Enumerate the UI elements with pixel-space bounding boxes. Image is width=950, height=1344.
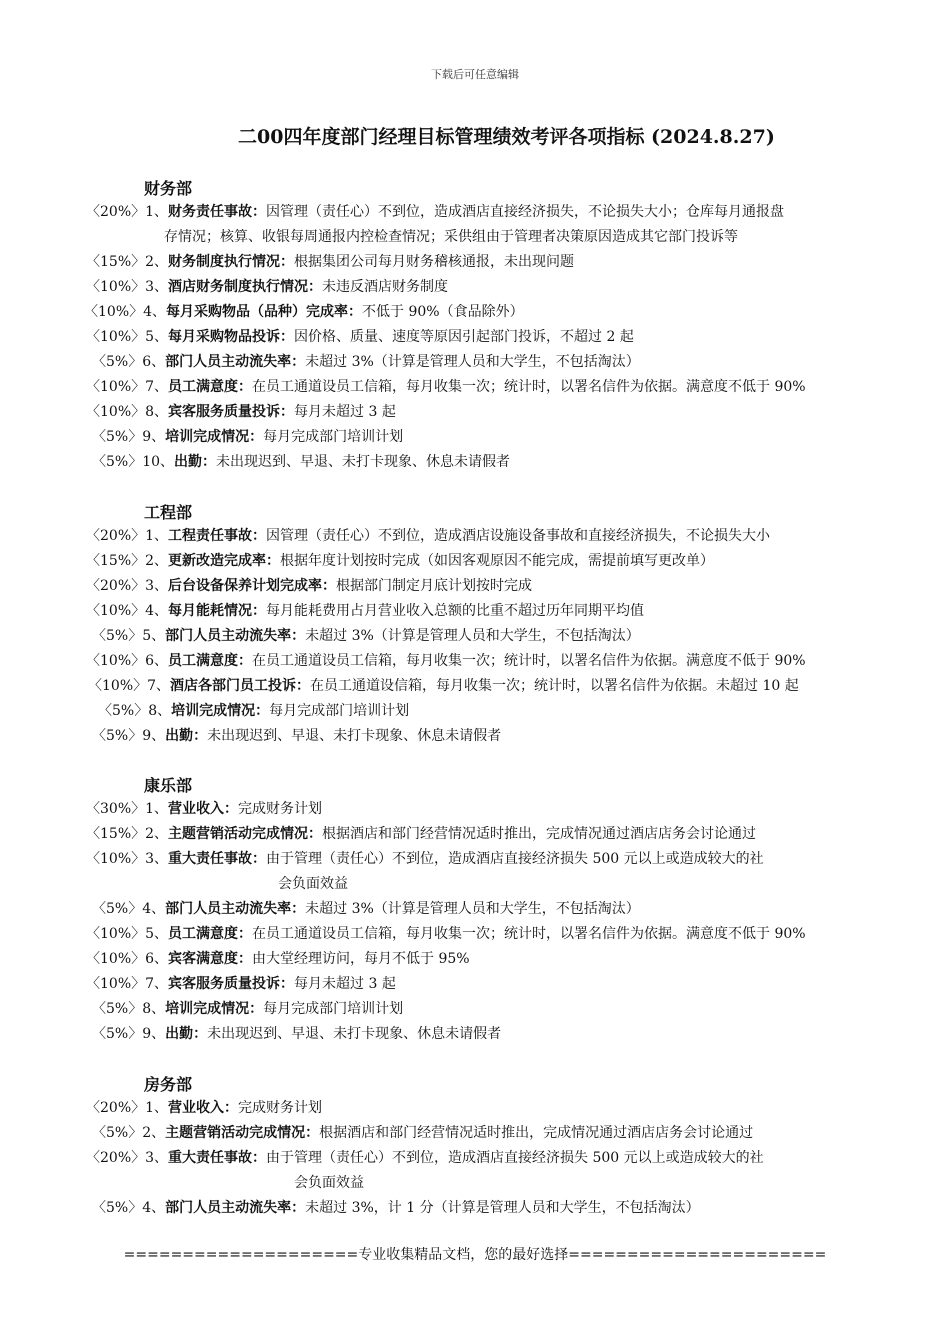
item-text: 每月未超过 3 起 — [294, 404, 396, 420]
item-number: 7、 — [145, 379, 169, 395]
indicator-item — [86, 252, 574, 272]
item-key: 财务制度执行情况： — [168, 254, 295, 270]
indicator-item — [86, 327, 634, 347]
item-number: 10、 — [142, 454, 175, 470]
item-key: 部门人员主动流失率： — [165, 901, 306, 917]
item-weight: 〈5%〉 — [92, 901, 143, 917]
item-text: 根据年度计划按时完成（如因客观原因不能完成，需提前填写更改单） — [280, 553, 715, 569]
section-title: 康乐部 — [144, 776, 193, 795]
item-key: 培训完成情况： — [171, 703, 270, 719]
item-key: 后台设备保养计划完成率： — [168, 578, 337, 594]
item-key: 员工满意度： — [168, 653, 253, 669]
item-text: 每月完成部门培训计划 — [269, 703, 410, 719]
item-weight: 〈30%〉 — [86, 801, 146, 817]
indicator-item — [92, 1198, 700, 1218]
item-number: 3、 — [145, 851, 169, 867]
section-title: 财务部 — [144, 179, 193, 198]
indicator-item — [92, 726, 501, 746]
indicator-item — [86, 402, 396, 422]
indicator-item — [86, 1148, 764, 1168]
indicator-item — [84, 302, 524, 322]
item-text: 完成财务计划 — [238, 801, 323, 817]
item-weight: 〈20%〉 — [86, 528, 146, 544]
item-weight: 〈10%〉 — [86, 653, 146, 669]
item-number: 5、 — [142, 628, 166, 644]
item-text: 根据酒店和部门经营情况适时推出，完成情况通过酒店店务会讨论通过 — [322, 826, 757, 842]
item-text: 每月完成部门培训计划 — [263, 429, 404, 445]
item-number: 1、 — [145, 801, 169, 817]
item-weight: 〈5%〉 — [92, 628, 143, 644]
indicator-item — [86, 849, 764, 869]
item-text: 未出现迟到、早退、未打卡现象、休息未请假者 — [207, 728, 502, 744]
item-weight: 〈10%〉 — [86, 926, 146, 942]
item-weight: 〈5%〉 — [92, 728, 143, 744]
item-number: 1、 — [145, 204, 169, 220]
item-weight: 〈5%〉 — [98, 703, 149, 719]
item-number: 8、 — [145, 404, 169, 420]
item-key: 营业收入： — [168, 1100, 239, 1116]
item-text: 在员工通道设信箱，每月收集一次；统计时，以署名信件为依据。未超过 10 起 — [310, 678, 799, 694]
item-text-continuation: 会负面效益 — [294, 1175, 364, 1191]
item-weight: 〈10%〉 — [86, 379, 146, 395]
item-weight: 〈10%〉 — [86, 404, 146, 420]
item-weight: 〈5%〉 — [92, 1001, 143, 1017]
item-number: 8、 — [142, 1001, 166, 1017]
item-number: 2、 — [145, 254, 169, 270]
item-text: 未超过 3%（计算是管理人员和大学生，不包括淘汰） — [305, 628, 640, 644]
item-number: 7、 — [147, 678, 171, 694]
item-number: 4、 — [145, 603, 169, 619]
item-number: 5、 — [145, 926, 169, 942]
indicator-item — [92, 1123, 753, 1143]
item-key: 工程责任事故： — [168, 528, 267, 544]
item-key: 出勤： — [165, 1026, 208, 1042]
item-key: 培训完成情况： — [165, 429, 264, 445]
indicator-item — [86, 824, 756, 844]
item-key: 更新改造完成率： — [168, 553, 281, 569]
item-key: 重大责任事故： — [168, 851, 267, 867]
item-text: 根据部门制定月底计划按时完成 — [336, 578, 533, 594]
item-number: 9、 — [142, 728, 166, 744]
item-key: 重大责任事故： — [168, 1150, 267, 1166]
item-number: 4、 — [142, 901, 166, 917]
item-weight: 〈10%〉 — [86, 976, 146, 992]
indicator-item — [86, 1098, 322, 1118]
item-weight: 〈5%〉 — [92, 454, 143, 470]
indicator-item — [86, 526, 770, 546]
indicator-item — [92, 352, 640, 372]
item-weight: 〈5%〉 — [92, 429, 143, 445]
item-text: 在员工通道设员工信箱，每月收集一次；统计时，以署名信件为依据。满意度不低于 90% — [252, 653, 806, 669]
item-key: 每月能耗情况： — [168, 603, 267, 619]
item-number: 2、 — [142, 1125, 166, 1141]
indicator-item — [86, 551, 714, 571]
item-key: 出勤： — [165, 728, 208, 744]
item-number: 4、 — [143, 304, 167, 320]
item-key: 员工满意度： — [168, 926, 253, 942]
item-key: 部门人员主动流失率： — [165, 354, 306, 370]
item-key: 宾客满意度： — [168, 951, 253, 967]
indicator-item — [92, 452, 510, 472]
item-weight: 〈10%〉 — [84, 304, 144, 320]
indicator-item — [86, 799, 322, 819]
item-key: 酒店财务制度执行情况： — [168, 279, 323, 295]
item-text: 由于管理（责任心）不到位，造成酒店直接经济损失 500 元以上或造成较大的社 — [266, 851, 764, 867]
item-text: 由大堂经理访问，每月不低于 95% — [252, 951, 470, 967]
footer-banner: ====================专业收集精品文档，您的最好选择====================== — [123, 1247, 827, 1263]
item-weight: 〈5%〉 — [92, 1125, 143, 1141]
item-text: 根据酒店和部门经营情况适时推出，完成情况通过酒店店务会讨论通过 — [319, 1125, 754, 1141]
item-text: 每月未超过 3 起 — [294, 976, 396, 992]
item-text: 由于管理（责任心）不到位，造成酒店直接经济损失 500 元以上或造成较大的社 — [266, 1150, 764, 1166]
item-number: 6、 — [142, 354, 166, 370]
item-text: 未违反酒店财务制度 — [322, 279, 449, 295]
item-key: 员工满意度： — [168, 379, 253, 395]
item-number: 1、 — [145, 528, 169, 544]
item-weight: 〈5%〉 — [92, 1026, 143, 1042]
item-weight: 〈15%〉 — [86, 553, 146, 569]
item-text: 因管理（责任心）不到位，造成酒店直接经济损失，不论损失大小；仓库每月通报盘 — [266, 204, 785, 220]
item-number: 9、 — [142, 429, 166, 445]
indicator-item — [92, 899, 640, 919]
item-text: 未超过 3%（计算是管理人员和大学生，不包括淘汰） — [305, 354, 640, 370]
item-number: 9、 — [142, 1026, 166, 1042]
item-text: 根据集团公司每月财务稽核通报，未出现问题 — [294, 254, 575, 270]
item-weight: 〈10%〉 — [86, 603, 146, 619]
document-title: 二00四年度部门经理目标管理绩效考评各项指标 (2024.8.27) — [238, 126, 775, 148]
indicator-item — [92, 1024, 501, 1044]
item-weight: 〈15%〉 — [86, 254, 146, 270]
item-number: 7、 — [145, 976, 169, 992]
item-key: 出勤： — [174, 454, 217, 470]
item-weight: 〈20%〉 — [86, 1150, 146, 1166]
item-text: 因价格、质量、速度等原因引起部门投诉，不超过 2 起 — [294, 329, 634, 345]
item-key: 酒店各部门员工投诉： — [170, 678, 311, 694]
item-key: 培训完成情况： — [165, 1001, 264, 1017]
indicator-item — [92, 626, 640, 646]
item-key: 主题营销活动完成情况： — [168, 826, 323, 842]
indicator-item — [92, 999, 403, 1019]
item-key: 主题营销活动完成情况： — [165, 1125, 320, 1141]
item-weight: 〈20%〉 — [86, 578, 146, 594]
item-weight: 〈20%〉 — [86, 1100, 146, 1116]
indicator-item — [88, 676, 799, 696]
item-text: 在员工通道设员工信箱，每月收集一次；统计时，以署名信件为依据。满意度不低于 90% — [252, 379, 806, 395]
section-title: 房务部 — [144, 1075, 193, 1094]
item-text: 未出现迟到、早退、未打卡现象、休息未请假者 — [216, 454, 511, 470]
item-key: 财务责任事故： — [168, 204, 267, 220]
item-text: 因管理（责任心）不到位，造成酒店设施设备事故和直接经济损失，不论损失大小 — [266, 528, 771, 544]
item-weight: 〈10%〉 — [86, 851, 146, 867]
item-text: 未超过 3%，计 1 分（计算是管理人员和大学生，不包括淘汰） — [305, 1200, 700, 1216]
item-number: 6、 — [145, 653, 169, 669]
item-number: 1、 — [145, 1100, 169, 1116]
indicator-item — [86, 924, 806, 944]
item-text: 每月能耗费用占月营业收入总额的比重不超过历年同期平均值 — [266, 603, 645, 619]
indicator-item — [86, 949, 470, 969]
item-text: 完成财务计划 — [238, 1100, 323, 1116]
item-key: 每月采购物品投诉： — [168, 329, 295, 345]
item-weight: 〈10%〉 — [86, 951, 146, 967]
item-key: 营业收入： — [168, 801, 239, 817]
item-number: 3、 — [145, 578, 169, 594]
item-number: 4、 — [142, 1200, 166, 1216]
item-weight: 〈20%〉 — [86, 204, 146, 220]
item-text-continuation: 会负面效益 — [278, 876, 348, 892]
item-key: 宾客服务质量投诉： — [168, 976, 295, 992]
indicator-item — [86, 277, 448, 297]
item-number: 3、 — [145, 279, 169, 295]
header-note: 下载后可任意编辑 — [431, 68, 519, 81]
item-number: 6、 — [145, 951, 169, 967]
item-weight: 〈15%〉 — [86, 826, 146, 842]
item-weight: 〈5%〉 — [92, 354, 143, 370]
item-number: 2、 — [145, 553, 169, 569]
item-key: 每月采购物品（品种）完成率： — [166, 304, 363, 320]
item-key: 宾客服务质量投诉： — [168, 404, 295, 420]
item-number: 5、 — [145, 329, 169, 345]
item-number: 2、 — [145, 826, 169, 842]
item-text-continuation: 存情况；核算、收银每周通报内控检查情况；采供组由于管理者决策原因造成其它部门投诉等 — [164, 229, 738, 245]
indicator-item — [86, 974, 396, 994]
indicator-item — [86, 651, 806, 671]
item-weight: 〈10%〉 — [88, 678, 148, 694]
item-key: 部门人员主动流失率： — [165, 628, 306, 644]
item-weight: 〈10%〉 — [86, 329, 146, 345]
item-weight: 〈5%〉 — [92, 1200, 143, 1216]
item-text: 不低于 90%（食品除外） — [362, 304, 524, 320]
item-weight: 〈10%〉 — [86, 279, 146, 295]
section-title: 工程部 — [144, 503, 193, 522]
indicator-item — [92, 427, 403, 447]
item-text: 未超过 3%（计算是管理人员和大学生，不包括淘汰） — [305, 901, 640, 917]
item-text: 在员工通道设员工信箱，每月收集一次；统计时，以署名信件为依据。满意度不低于 90% — [252, 926, 806, 942]
item-text: 未出现迟到、早退、未打卡现象、休息未请假者 — [207, 1026, 502, 1042]
indicator-item — [86, 601, 644, 621]
indicator-item — [86, 202, 784, 222]
indicator-item — [86, 377, 806, 397]
item-number: 8、 — [148, 703, 172, 719]
indicator-item — [86, 576, 532, 596]
indicator-item — [98, 701, 409, 721]
item-key: 部门人员主动流失率： — [165, 1200, 306, 1216]
item-text: 每月完成部门培训计划 — [263, 1001, 404, 1017]
item-number: 3、 — [145, 1150, 169, 1166]
